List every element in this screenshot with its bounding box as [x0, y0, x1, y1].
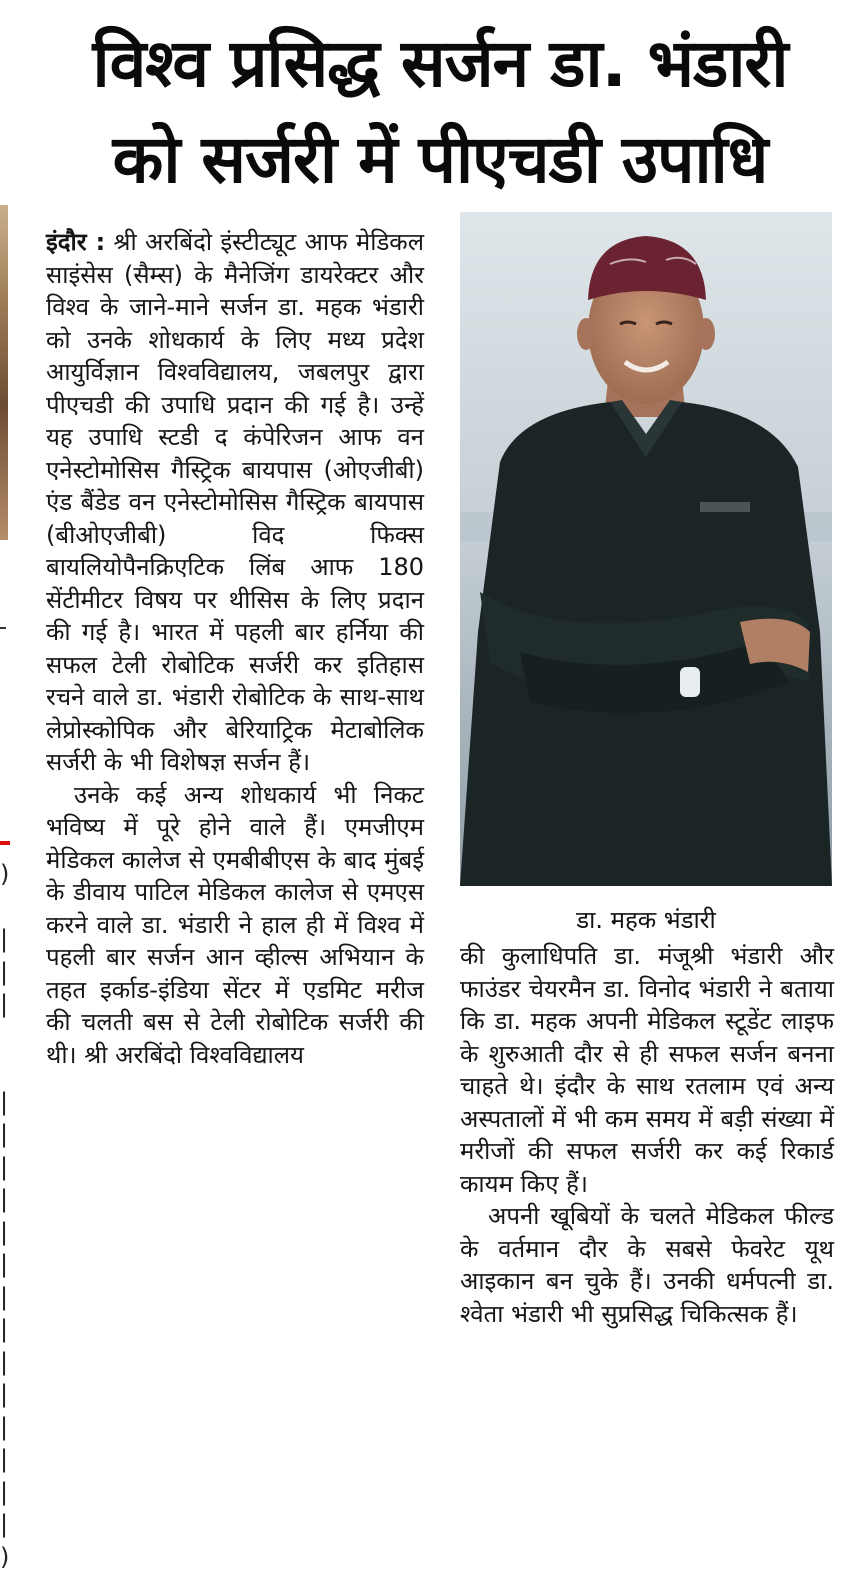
- adjacent-rule: [0, 627, 6, 629]
- surgeon-portrait-illustration: [460, 212, 832, 886]
- adjacent-photo-strip: [0, 205, 8, 540]
- paragraph-4: अपनी खूबियों के चलते मेडिकल फील्ड के वर्तमान दौर के सबसे फेवरेट यूथ आइकान बन चुके हैं। उनकी धर्मपत्नी डा. श्वेता भंडारी भी सुप्रसिद्ध चिकित्सक हैं।: [460, 1202, 834, 1328]
- adjacent-text-fragments: ) | | | | | | | | | | | | | | | | | ): [0, 860, 10, 1571]
- adjacent-article-edge: [0, 0, 32, 1571]
- paragraph-3: की कुलाधिपति डा. मंजूश्री भंडारी और फाउंडर चेयरमैन डा. विनोद भंडारी ने बताया कि डा. महक अपनी मेडिकल स्टूडेंट लाइफ के शुरुआती दौर से ही सफल सर्जन बनना चाहते थे। इंदौर के साथ रतलाम एवं अन्य अस्पतालों में भी कम समय में बड़ी संख्या में मरीजों की सफल सर्जरी कर कई रिकार्ड कायम किए हैं।: [460, 942, 834, 1198]
- headline-line-2: को सर्जरी में पीएचडी उपाधि: [112, 121, 768, 198]
- portrait-photo: [460, 212, 832, 886]
- paragraph-2: उनके कई अन्य शोधकार्य भी निकट भविष्य में पूरे होने वाले हैं। एमजीएम मेडिकल कालेज से एमबीबीएस के बाद मुंबई के डीवाय पाटिल मेडिकल कालेज से एमएस करने वाले डा. भंडारी ने हाल ही में विश्व में पहली बार सर्जन आन व्हील्स अभियान के तहत इर्काड-इंडिया सेंटर में एडमिट मरीज की चलती बस से टेली रोबोटिक सर्जरी की थी। श्री अरबिंदो विश्वविद्यालय: [46, 780, 424, 1069]
- lead-paragraph: [46, 226, 424, 779]
- article-column-left: [46, 226, 424, 1071]
- headline-line-1: विश्व प्रसिद्ध सर्जन डा. भंडारी: [92, 25, 788, 102]
- lead-text: श्री अरबिंदो इंस्टीट्यूट आफ मेडिकल साइंसेस (सैम्स) के मैनेजिंग डायरेक्टर और विश्व के जाने-माने सर्जन डा. महक भंडारी को उनके शोधकार्य के लिए मध्य प्रदेश आयुर्विज्ञान विश्वविद्यालय, जबलपुर द्वारा पीएचडी की उपाधि प्रदान की गई है। उन्हें यह उपाधि स्टडी द कंपेरिजन आफ वन एनेस्टोमोसिस गैस्ट्रिक बायपास (ओएजीबी) एंड बैंडेड वन एनेस्टोमोसिस गैस्ट्रिक बायपास (बीओएजीबी) विद फिक्स बायलियोपैनक्रिएटिक लिंब आफ 180 सेंटीमीटर विषय पर थीसिस के लिए प्रदान की गई है। भारत में पहली बार हर्निया की सफल टेली रोबोटिक सर्जरी कर इतिहास रचने वाले डा. भंडारी रोबोटिक के साथ-साथ लेप्रोस्कोपिक और बेरियाट्रिक मेटाबोलिक सर्जरी के भी विशेषज्ञ सर्जन हैं।: [46, 228, 424, 776]
- photo-caption: डा. महक भंडारी: [576, 906, 716, 934]
- adjacent-red-marker: [0, 841, 10, 845]
- dateline: इंदौर :: [46, 228, 106, 256]
- article-column-right: [460, 940, 834, 1330]
